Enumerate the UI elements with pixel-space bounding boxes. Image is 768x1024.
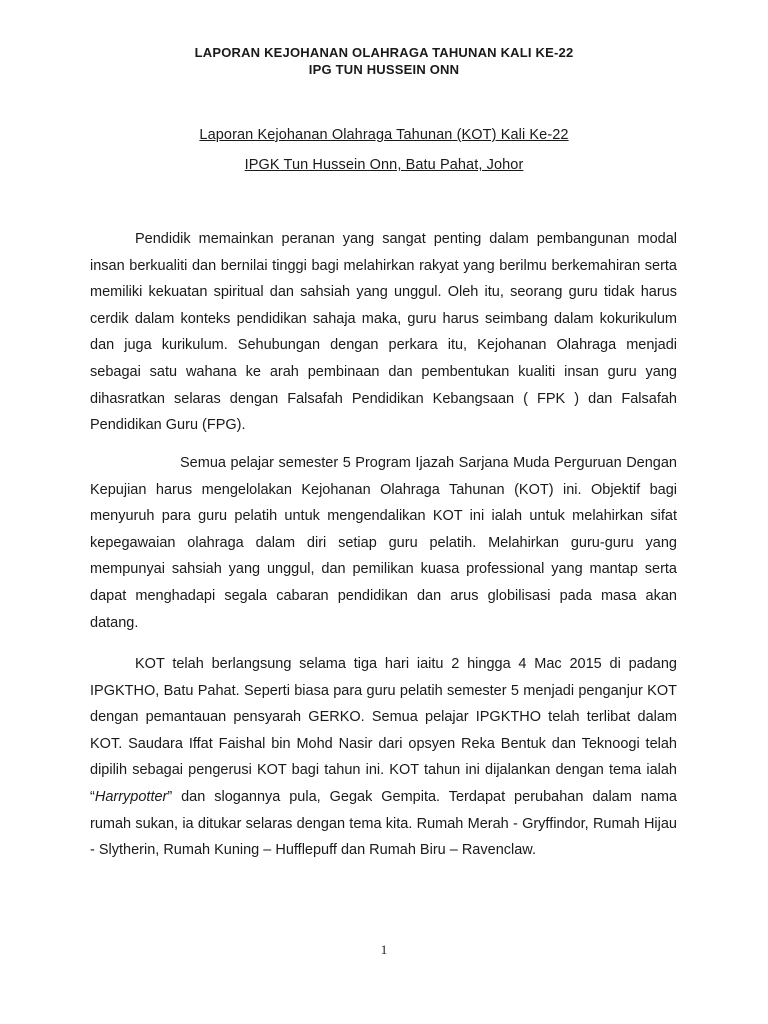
report-title: Laporan Kejohanan Olahraga Tahunan (KOT) Kali Ke-22 [199, 127, 569, 143]
paragraph-event-text-before: KOT telah berlangsung selama tiga hari iaitu 2 hingga 4 Mac 2015 di padang IPGKTHO, Batu Pahat. Seperti biasa para guru pelatih semester 5 menjadi penganjur KOT dengan pemantauan pensyarah GERKO. Semua pelajar IPGKTHO telah terlibat dalam KOT. Saudara Iffat Faishal bin Mohd Nasir dari opsyen Reka Bentuk dan Teknoogi telah dipilih sebagai pengerusi KOT bagi tahun ini. KOT tahun ini dijalankan dengan tema ialah “ [90, 656, 677, 805]
header-title-line-2: IPG TUN HUSSEIN ONN [308, 62, 460, 77]
paragraph-event-details [90, 651, 677, 864]
page-number: 1 [380, 942, 388, 957]
document-header [0, 44, 768, 78]
paragraph-intro: Pendidik memainkan peranan yang sangat penting dalam pembangunan modal insan berkualiti dan bernilai tinggi bagi melahirkan rakyat yang berilmu berkemahiran serta memiliki kekuatan spiritual dan sahsiah yang unggul. Oleh itu, seorang guru tidak harus cerdik dalam konteks pendidikan sahaja maka, guru harus seimbang dalam kokurikulum dan juga kurikulum. Sehubungan dengan perkara itu, Kejohanan Olahraga menjadi sebagai satu wahana ke arah pembinaan dan pembentukan kualiti insan guru yang dihasratkan selaras dengan Falsafah Pendidikan Kebangsaan ( FPK ) dan Falsafah Pendidikan Guru (FPG). [90, 231, 677, 434]
report-location: IPGK Tun Hussein Onn, Batu Pahat, Johor [244, 157, 524, 173]
theme-name: Harrypotter [94, 788, 168, 805]
paragraph-objective: Semua pelajar semester 5 Program Ijazah Sarjana Muda Perguruan Dengan Kepujian harus mengelolakan Kejohanan Olahraga Tahunan (KOT) ini. Objektif bagi menyuruh para guru pelatih untuk mengendalikan KOT ini ialah untuk melahirkan sifat kepegawaian olahraga dalam diri setiap guru pelatih. Melahirkan guru-guru yang mempunyai sahsiah yang unggul, dan pemilikan kuasa professional yang mantap serta dapat menghadapi segala cabaran pendidikan dan arus globilisasi pada masa akan datang. [90, 455, 677, 631]
paragraph-event-text-after: ” dan slogannya pula, Gegak Gempita. Terdapat perubahan dalam nama rumah sukan, ia ditukar selaras dengan tema kita. Rumah Merah - Gryffindor, Rumah Hijau - Slytherin, Rumah Kuning – Hufflepuff dan Rumah Biru – Ravenclaw. [90, 788, 677, 859]
header-title-line-1: LAPORAN KEJOHANAN OLAHRAGA TAHUNAN KALI KE-22 [194, 45, 574, 60]
